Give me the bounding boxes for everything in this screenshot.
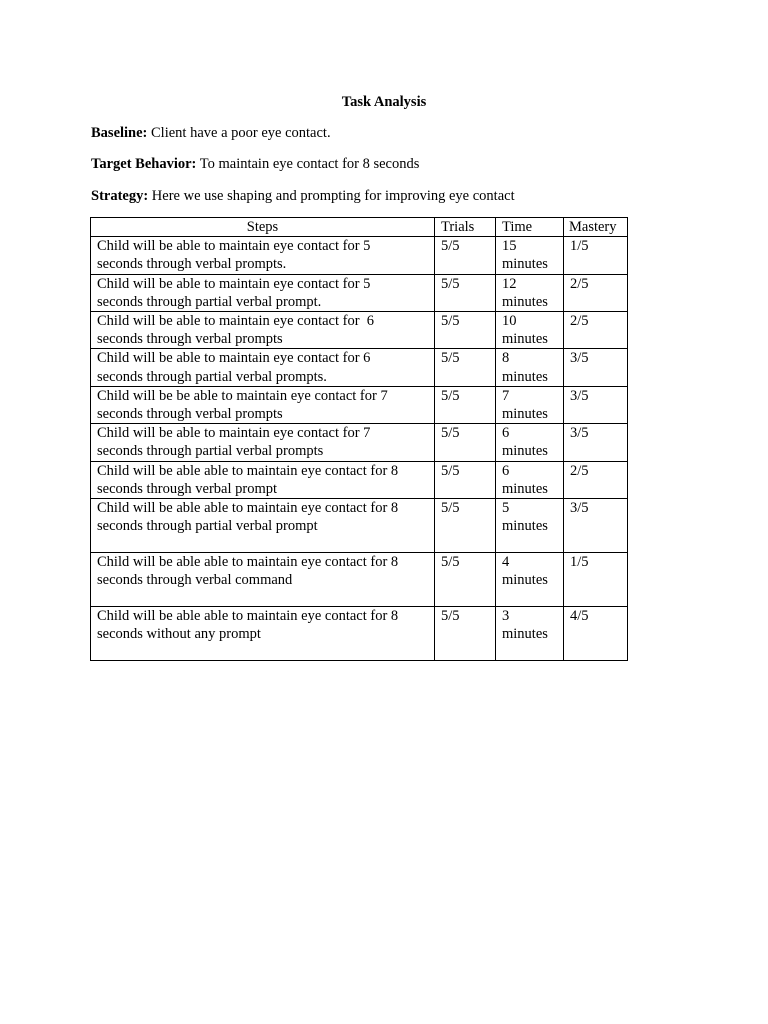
cell-trials: 5/5 [435, 607, 496, 661]
time-unit: minutes [502, 572, 548, 589]
cell-mastery: 1/5 [564, 553, 628, 607]
time-unit: minutes [502, 256, 548, 273]
cell-mastery: 1/5 [564, 237, 628, 274]
baseline-label: Baseline: [91, 125, 148, 141]
steps-line: Child will be be able to maintain eye contact for 7 [97, 387, 388, 404]
cell-mastery: 3/5 [564, 349, 628, 386]
table-row [91, 274, 628, 311]
time-value: 10 [502, 313, 517, 330]
cell-steps [91, 607, 435, 661]
table-row [91, 499, 628, 553]
cell-trials: 5/5 [435, 499, 496, 553]
header-time: Time [496, 218, 564, 237]
cell-mastery: 2/5 [564, 312, 628, 349]
header-mastery: Mastery [564, 218, 628, 237]
table-row [91, 237, 628, 274]
cell-time [496, 424, 564, 461]
time-value: 6 [502, 425, 510, 442]
table-header-row [91, 218, 628, 237]
cell-time [496, 499, 564, 553]
cell-steps [91, 386, 435, 423]
target-behavior-label: Target Behavior: [91, 156, 197, 172]
cell-trials: 5/5 [435, 349, 496, 386]
time-unit: minutes [502, 331, 548, 348]
steps-line: seconds through verbal prompts. [97, 256, 287, 273]
steps-line: Child will be able to maintain eye contact for 6 [97, 350, 371, 367]
cell-time [496, 237, 564, 274]
header-steps: Steps [91, 218, 435, 237]
cell-mastery: 2/5 [564, 461, 628, 498]
cell-time [496, 553, 564, 607]
time-unit: minutes [502, 368, 548, 385]
cell-trials: 5/5 [435, 237, 496, 274]
cell-steps [91, 424, 435, 461]
cell-mastery: 3/5 [564, 499, 628, 553]
table-row [91, 461, 628, 498]
steps-line: seconds through partial verbal prompt [97, 518, 318, 535]
steps-line: seconds through partial verbal prompt. [97, 293, 322, 310]
cell-trials: 5/5 [435, 274, 496, 311]
time-unit: minutes [502, 406, 548, 423]
steps-line: Child will be able to maintain eye contact for 6 [97, 313, 375, 330]
cell-mastery: 4/5 [564, 607, 628, 661]
time-value: 3 [502, 608, 510, 625]
cell-time [496, 312, 564, 349]
baseline-text: Client have a poor eye contact. [147, 125, 331, 141]
steps-line: seconds through verbal prompts [97, 406, 283, 423]
cell-steps [91, 553, 435, 607]
time-unit: minutes [502, 480, 548, 497]
cell-mastery: 3/5 [564, 386, 628, 423]
table-row [91, 386, 628, 423]
header-trials: Trials [435, 218, 496, 237]
time-unit: minutes [502, 518, 548, 535]
steps-line: Child will be able to maintain eye contact for 7 [97, 425, 371, 442]
task-analysis-table [90, 217, 628, 661]
cell-steps [91, 312, 435, 349]
steps-line: Child will be able able to maintain eye contact for 8 [97, 500, 399, 517]
cell-steps [91, 499, 435, 553]
steps-line: seconds through verbal command [97, 572, 293, 589]
time-value: 8 [502, 350, 510, 367]
strategy-text: Here we use shaping and prompting for improving eye contact [148, 188, 515, 204]
cell-steps [91, 349, 435, 386]
cell-steps [91, 274, 435, 311]
cell-trials: 5/5 [435, 386, 496, 423]
time-value: 12 [502, 275, 517, 292]
cell-time [496, 349, 564, 386]
time-value: 5 [502, 500, 510, 517]
steps-line: Child will be able able to maintain eye contact for 8 [97, 554, 399, 571]
cell-trials: 5/5 [435, 424, 496, 461]
table-row [91, 349, 628, 386]
cell-time [496, 274, 564, 311]
time-unit: minutes [502, 443, 548, 460]
table-row [91, 607, 628, 661]
cell-steps [91, 461, 435, 498]
time-value: 7 [502, 387, 510, 404]
target-behavior-paragraph [91, 155, 419, 173]
steps-line: Child will be able able to maintain eye contact for 8 [97, 462, 399, 479]
steps-line: seconds through partial verbal prompts [97, 443, 324, 460]
steps-line: seconds without any prompt [97, 626, 261, 643]
table-row [91, 553, 628, 607]
steps-line: Child will be able to maintain eye contact for 5 [97, 275, 371, 292]
document-title: Task Analysis [341, 94, 427, 110]
strategy-paragraph [91, 187, 515, 205]
strategy-label: Strategy: [91, 188, 149, 204]
table-row [91, 312, 628, 349]
cell-time [496, 386, 564, 423]
cell-trials: 5/5 [435, 553, 496, 607]
cell-time [496, 607, 564, 661]
time-value: 15 [502, 238, 517, 255]
steps-line: seconds through partial verbal prompts. [97, 368, 327, 385]
time-value: 4 [502, 554, 510, 571]
steps-line: seconds through verbal prompt [97, 480, 278, 497]
time-unit: minutes [502, 293, 548, 310]
steps-line: Child will be able to maintain eye contact for 5 [97, 238, 371, 255]
cell-mastery: 2/5 [564, 274, 628, 311]
cell-time [496, 461, 564, 498]
steps-line: Child will be able able to maintain eye contact for 8 [97, 608, 399, 625]
time-unit: minutes [502, 626, 548, 643]
cell-trials: 5/5 [435, 312, 496, 349]
table-row [91, 424, 628, 461]
baseline-paragraph [91, 124, 331, 142]
cell-mastery: 3/5 [564, 424, 628, 461]
time-value: 6 [502, 462, 510, 479]
cell-trials: 5/5 [435, 461, 496, 498]
cell-steps [91, 237, 435, 274]
steps-line: seconds through verbal prompts [97, 331, 283, 348]
target-behavior-text: To maintain eye contact for 8 seconds [196, 156, 420, 172]
